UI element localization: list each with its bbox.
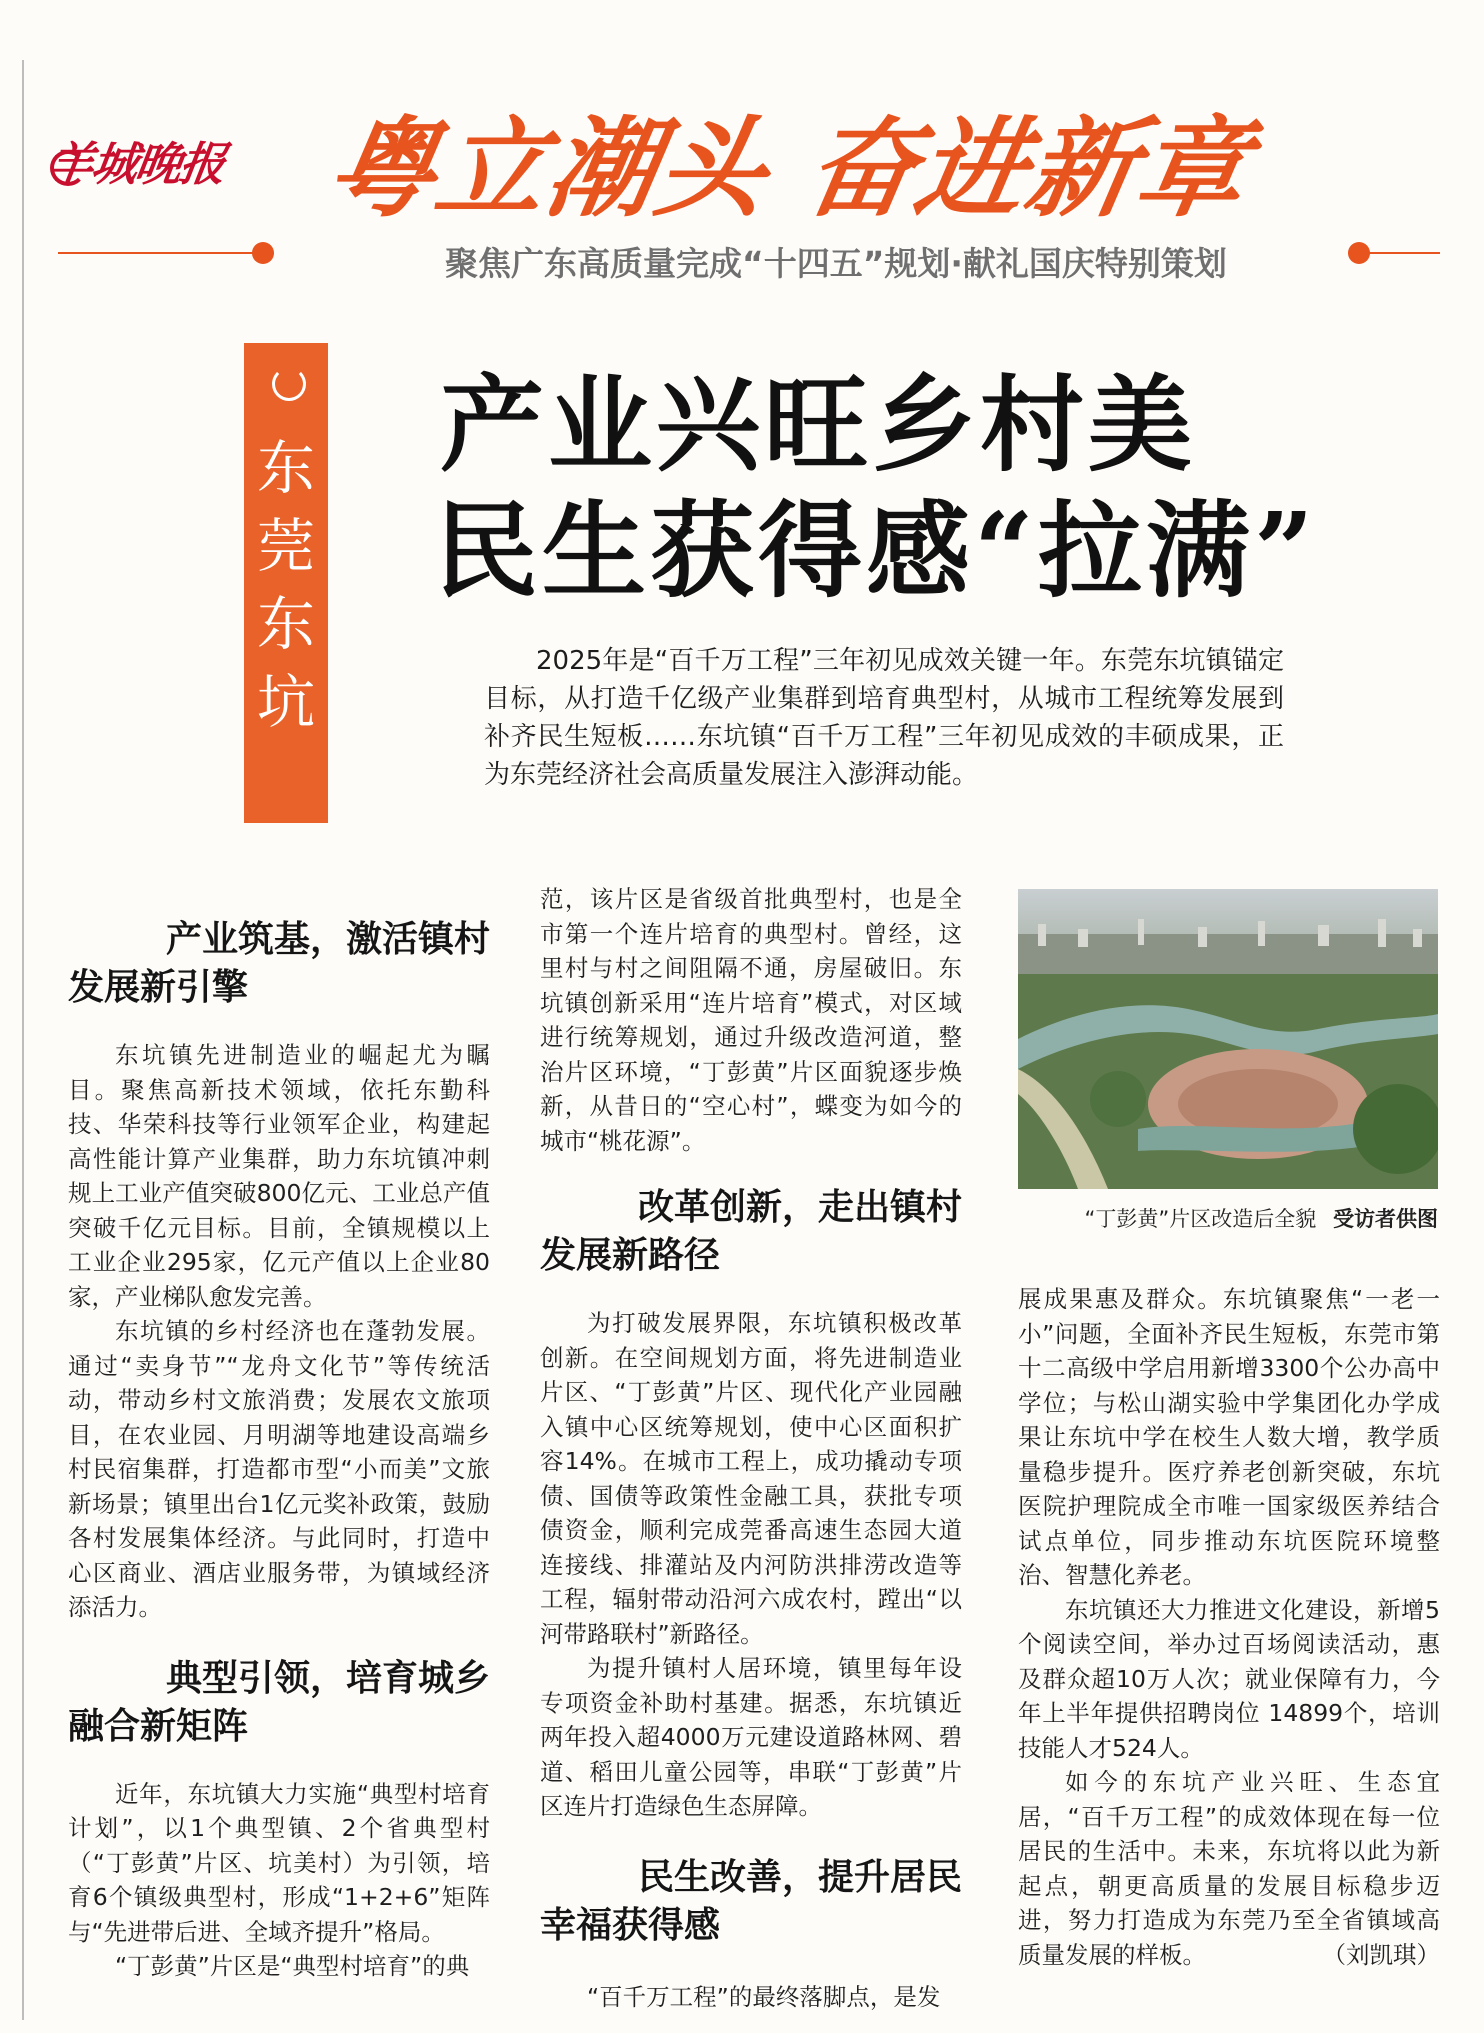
- paragraph: 如今的东坑产业兴旺、生态宜居，“百千万工程”的成效体现在每一位居民的生活中。未来，东坑将以此为新起点，朝更高质量的发展目标稳步迈进，努力打造成为东莞乃至全省镇域高质量发展的样板。 （刘凯琪）: [1018, 1765, 1440, 1972]
- aerial-photo: [1018, 889, 1438, 1189]
- photo-caption-text: “丁彭黄”片区改造后全貌: [1084, 1207, 1317, 1231]
- location-banner: [244, 343, 328, 823]
- column-2: [540, 882, 962, 2014]
- column-3: [1018, 1282, 1440, 1972]
- column-1: [68, 916, 490, 1984]
- section-heading-2: 典型引领，培育城乡 融合新矩阵: [68, 1657, 490, 1747]
- paragraph: 东坑镇先进制造业的崛起尤为瞩目。聚焦高新技术领域，依托东勤科技、华荣科技等行业领军企业，构建起高性能计算产业集群，助力东坑镇冲刺规上工业产值突破800亿元、工业总产值突破千亿元目标。目前，全镇规模以上工业企业295家，亿元产值以上企业80家，产业梯队愈发完善。: [68, 1041, 490, 1311]
- headline-line-2: 民生获得感“拉满”: [434, 489, 1318, 612]
- aerial-photo-illustration: [1018, 889, 1438, 1189]
- location-label: 东 莞 东 坑: [256, 434, 315, 736]
- newspaper-logo: 羊城晚报: [43, 137, 228, 191]
- headline-line-1: 产业兴旺乡村美: [440, 363, 1197, 486]
- headline: [434, 362, 1318, 614]
- theme-rule-right: [1368, 252, 1440, 254]
- paragraph: 展成果惠及群众。东坑镇聚焦“一老一小”问题，全面补齐民生短板，东莞市第十二高级中学启用新增3300个公办高中学位；与松山湖实验中学集团化办学成果让东坑中学在校生人数大增，教学质量稳步提升。医疗养老创新突破，东坑医院护理院成全市唯一国家级医养结合试点单位，同步推动东坑医院环境整治、智慧化养老。: [1018, 1285, 1440, 1589]
- special-theme-subtitle: 聚焦广东高质量完成“十四五”规划·献礼国庆特别策划: [445, 244, 1227, 283]
- paragraph: 为打破发展界限，东坑镇积极改革创新。在空间规划方面，将先进制造业片区、“丁彭黄”片区、现代化产业园融入镇中心区统筹规划，使中心区面积扩容14%。在城市工程上，成功撬动专项债、国债等政策性金融工具，获批专项债资金，顺利完成莞番高速生态园大道连接线、排灌站及内河防洪排涝改造等工程，辐射带动沿河六成农村，蹚出“以河带路联村”新路径。: [540, 1309, 962, 1648]
- paragraph: 范，该片区是省级首批典型村，也是全市第一个连片培育的典型村。曾经，这里村与村之间阻隔不通，房屋破旧。东坑镇创新采用“连片培育”模式，对区域进行统筹规划，通过升级改造河道，整治片区环境，“丁彭黄”片区面貌逐步焕新，从昔日的“空心村”，蝶变为如今的城市“桃花源”。: [540, 885, 962, 1155]
- page-left-rule: [22, 60, 24, 2020]
- paragraph: 东坑镇还大力推进文化建设，新增5个阅读空间，举办过百场阅读活动，惠及群众超10万人次；就业保障有力，今年上半年提供招聘岗位 14899个，培训技能人才524人。: [1018, 1595, 1440, 1762]
- knot-icon: [272, 367, 306, 401]
- section-heading-3: 改革创新，走出镇村 发展新路径: [540, 1187, 962, 1276]
- byline: （刘凯琪）: [1322, 1940, 1440, 1969]
- special-theme-title: 粤立潮头 奋进新章: [317, 107, 1259, 232]
- paragraph: 为提升镇村人居环境，镇里每年设专项资金补助村基建。据悉，东坑镇近两年投入超4000万元建设道路林网、碧道、稻田儿童公园等，串联“丁彭黄”片区连片打造绿色生态屏障。: [540, 1654, 962, 1820]
- photo-credit: 受访者供图: [1333, 1207, 1438, 1231]
- paragraph: 近年，东坑镇大力实施“典型村培育计划”，以1个典型镇、2个省典型村（“丁彭黄”片区、坑美村）为引领，培育6个镇级典型村，形成“1+2+6”矩阵与“先进带后进、全域齐提升”格局。: [68, 1779, 490, 1946]
- section-heading-1: 产业筑基，激活镇村 发展新引擎: [68, 919, 490, 1008]
- section-heading-4: 民生改善，提升居民 幸福获得感: [540, 1856, 962, 1946]
- paragraph: “百千万工程”的最终落脚点，是发: [587, 1982, 941, 2011]
- theme-dot-right: [1348, 242, 1370, 264]
- paragraph: “丁彭黄”片区是“典型村培育”的典: [115, 1952, 470, 1980]
- theme-dot-left: [252, 242, 274, 264]
- theme-rule-left: [58, 252, 258, 254]
- paragraph: 东坑镇的乡村经济也在蓬勃发展。通过“卖身节”“龙舟文化节”等传统活动，带动乡村文旅消费；发展农文旅项目，在农业园、月明湖等地建设高端乡村民宿集群，打造都市型“小而美”文旅新场景；镇里出台1亿元奖补政策，鼓励各村发展集体经济。与此同时，打造中心区商业、酒店业服务带，为镇域经济添活力。: [68, 1317, 490, 1621]
- photo-caption: [1018, 1204, 1438, 1234]
- lead-paragraph: 2025年是“百千万工程”三年初见成效关键一年。东莞东坑镇锚定目标，从打造千亿级产业集群到培育典型村，从城市工程统筹发展到补齐民生短板……东坑镇“百千万工程”三年初见成效的丰硕成果，正为东莞经济社会高质量发展注入澎湃动能。: [484, 646, 1284, 790]
